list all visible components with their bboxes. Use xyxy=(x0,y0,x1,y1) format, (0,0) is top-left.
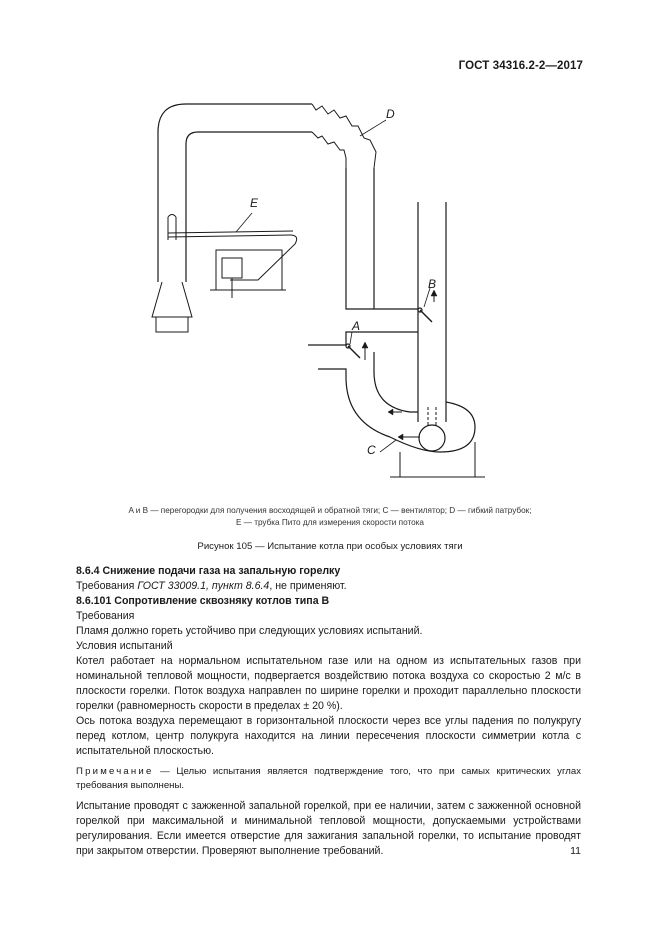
note-label: Примечание xyxy=(76,766,154,777)
body-text xyxy=(76,564,581,859)
note-text: — Целью испытания является подтверждение того, что при самых критических углах требования выполнены. xyxy=(76,766,581,791)
middle-duct xyxy=(346,168,418,309)
figure-legend xyxy=(80,505,580,529)
burner-outlet xyxy=(152,282,192,317)
baffle-b xyxy=(420,310,432,322)
baffle-a xyxy=(348,346,360,358)
conditions-para-1: Котел работает на нормальном испытательном газе или на одном из испытательных газов при номинальной тепловой мощности, подвергается воздействию потока воздуха со скоростью 2 м/с в плоскости горелки. Поток воздуха направлен по ширине горелки и проходит параллельно плоскости горелки (равномерность скорости в пределах ± 20 %). xyxy=(76,655,581,712)
label-a: A xyxy=(352,319,361,333)
requirements-text: Пламя должно гореть устойчиво при следующих условиях испытаний. xyxy=(76,625,423,637)
test-rig-diagram xyxy=(90,92,560,502)
note xyxy=(76,765,581,793)
label-b: B xyxy=(428,277,437,291)
conditions-para-2: Ось потока воздуха перемещают в горизонтальной плоскости через все углы падения по полукругу перед котлом, центр полукруга находится на линии пересечения плоскости симметрии котла с испытательной плоскостью. xyxy=(76,715,581,757)
heading-864: 8.6.4 Снижение подачи газа на запальную горелку xyxy=(76,565,341,577)
manometer xyxy=(216,250,282,290)
test-procedure: Испытание проводят с зажженной запальной горелкой, при ее наличии, затем с зажженной основной горелкой при максимальной и минимальной тепловой мощности, допускаемыми устройствами регулирования. Если имеется отверстие для зажигания запальной горелки, то испытание проводят при закрытом отверстии. Проверяют выполнение требований. xyxy=(76,800,581,857)
inlet-duct xyxy=(308,332,418,345)
conditions-title: Условия испытаний xyxy=(76,640,173,652)
flue-pipe xyxy=(158,104,312,282)
req-864: Требования ГОСТ 33009.1, пункт 8.6.4, не применяют. xyxy=(76,580,347,592)
requirements-title: Требования xyxy=(76,610,135,622)
label-d: D xyxy=(386,107,395,121)
label-e: E xyxy=(250,196,259,210)
legend-line-2: E — трубка Пито для измерения скорости потока xyxy=(236,518,424,527)
fan-impeller xyxy=(419,425,445,451)
label-c: C xyxy=(367,443,376,457)
figure-title: Рисунок 105 — Испытание котла при особых условиях тяги xyxy=(197,541,463,552)
standard-header: ГОСТ 34316.2-2—2017 xyxy=(458,60,583,72)
page-number: 11 xyxy=(570,845,581,857)
legend-line-1: A и B — перегородки для получения восходящей и обратной тяги; C — вентилятор; D — гибкий патрубок; xyxy=(128,506,532,515)
standard-reference: ГОСТ 33009.1, пункт 8.6.4 xyxy=(137,580,270,592)
fan-volute xyxy=(390,402,475,452)
heading-86101: 8.6.101 Сопротивление сквозняку котлов типа B xyxy=(76,595,330,607)
figure-105 xyxy=(90,92,560,502)
